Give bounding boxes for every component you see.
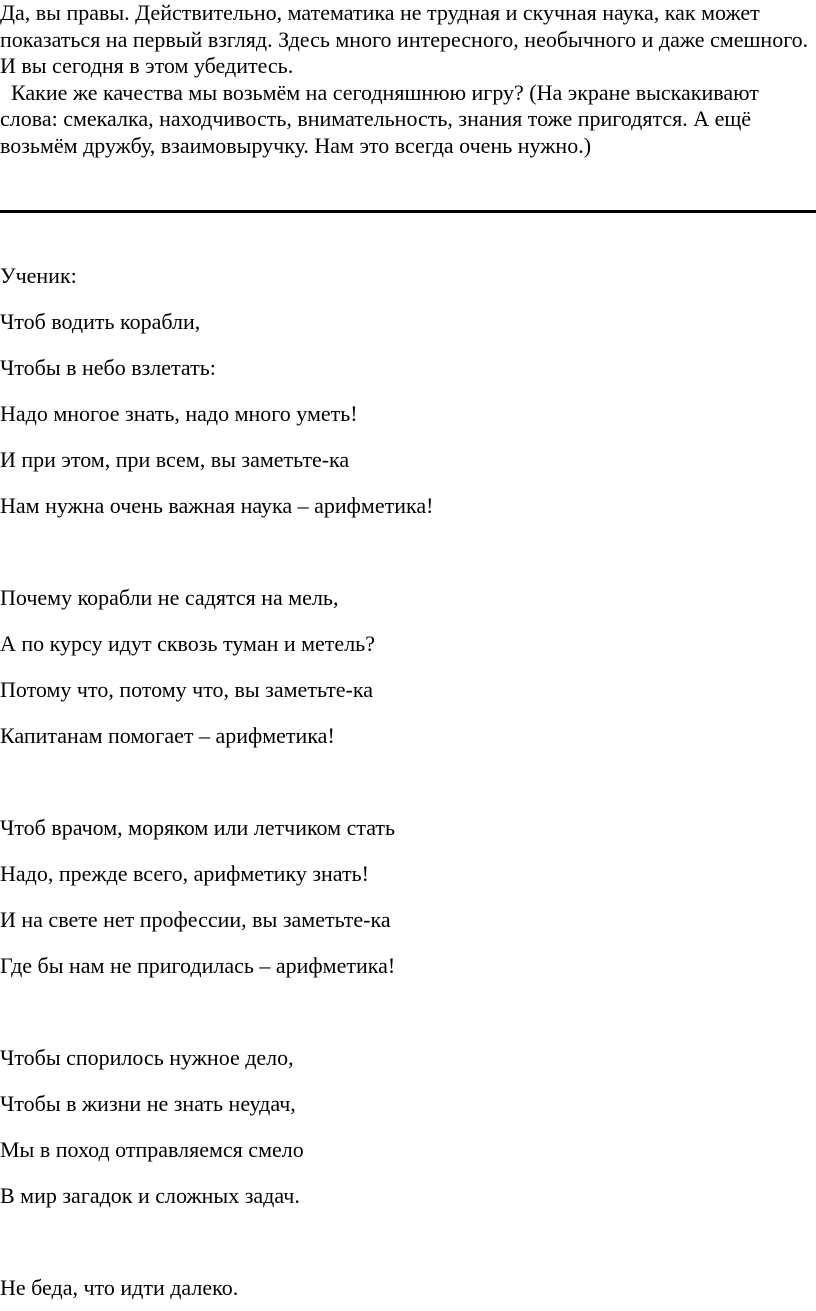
poem-line: Потому что, потому что, вы заметьте-ка: [0, 677, 373, 702]
horizontal-divider: [0, 210, 816, 213]
poem-line: Почему корабли не садятся на мель,: [0, 585, 339, 610]
intro-paragraph-2-text: Какие же качества мы возьмём на сегодняшнюю игру? (На экране выскакивают слова: смекалка, находчивость, внимательность, знания тоже пригодятся. А ещё возьмём дружбу, взаимовыручку. Нам это всегда очень нужно.): [0, 79, 759, 158]
poem-line: Не беда, что идти далеко.: [0, 1275, 239, 1300]
stanza-gap: [0, 989, 816, 1035]
poem-line: Нам нужна очень важная наука – арифметика!: [0, 493, 434, 518]
poem-line: И при этом, при всем, вы заметьте-ка: [0, 447, 350, 472]
poem-line: В мир загадок и сложных задач.: [0, 1183, 300, 1208]
poem-line: Чтобы спорилось нужное дело,: [0, 1045, 294, 1070]
poem-line: Надо многое знать, надо много уметь!: [0, 401, 358, 426]
poem-line: Чтобы в жизни не знать неудач,: [0, 1091, 296, 1116]
poem-line: Мы в поход отправляемся смело: [0, 1137, 304, 1162]
stanza-gap: [0, 759, 816, 805]
poem-line: И на свете нет профессии, вы заметьте-ка: [0, 907, 391, 932]
poem-line: Капитанам помогает – арифметика!: [0, 723, 335, 748]
poem-line: Надо, прежде всего, арифметику знать!: [0, 861, 369, 886]
intro-paragraph-2: [0, 80, 816, 160]
poem-line: Чтоб водить корабли,: [0, 309, 201, 334]
intro-paragraph-1: Да, вы правы. Действительно, математика не трудная и скучная наука, как может показаться на первый взгляд. Здесь много интересного, необычного и даже смешного. И вы сегодня в этом убедитесь.: [0, 0, 809, 78]
stanza-gap: [0, 529, 816, 575]
intro-text: [0, 0, 816, 159]
poem-line: Где бы нам не пригодилась – арифметика!: [0, 953, 396, 978]
poem-line: Чтобы в небо взлетать:: [0, 355, 216, 380]
stanza-gap: [0, 1219, 816, 1265]
poem-line: А по курсу идут сквозь туман и метель?: [0, 631, 375, 656]
speaker-label: Ученик:: [0, 263, 77, 288]
poem: [0, 253, 816, 1311]
poem-line: Чтоб врачом, моряком или летчиком стать: [0, 815, 396, 840]
